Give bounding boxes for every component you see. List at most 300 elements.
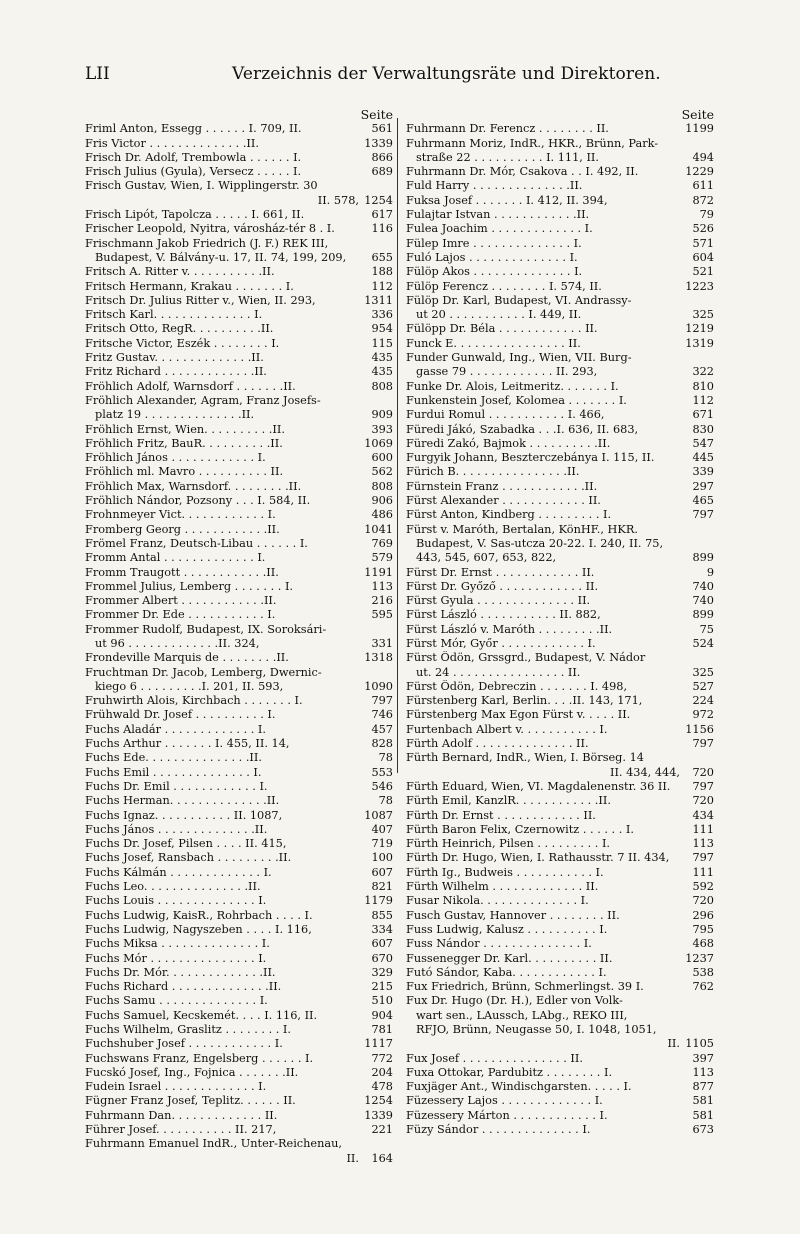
entry-page: 1311: [364, 293, 393, 307]
entry-page: 607: [371, 865, 393, 879]
entry-text: straße 22 . . . . . . . . . . I. 111, II.: [416, 150, 599, 164]
entry-page: 1219: [685, 322, 714, 336]
index-entry: [85, 923, 393, 937]
index-entry: [85, 837, 393, 851]
index-entry-continuation: [85, 251, 393, 265]
entry-text: Frommer Albert . . . . . . . . . . . .II.: [85, 594, 277, 608]
entry-page: 954: [371, 322, 393, 336]
entry-page: 435: [371, 351, 393, 365]
entry-page: 671: [692, 408, 714, 422]
entry-text: Fritsch Dr. Julius Ritter v., Wien, II. 293,: [85, 293, 316, 307]
index-entry: [85, 308, 393, 322]
entry-text: Fuchs Kálmán . . . . . . . . . . . . . I.: [85, 865, 272, 879]
index-entry-continuation: [406, 1023, 714, 1037]
entry-text: Frondeville Marquis de . . . . . . . .II.: [85, 651, 289, 665]
index-entry: [85, 1094, 393, 1108]
index-entry: [406, 222, 714, 236]
entry-text: Furtenbach Albert v. . . . . . . . . . . I.: [406, 722, 608, 736]
entry-text: Fürst Mór, Győr . . . . . . . . . . . . I.: [406, 636, 596, 650]
entry-text: Fuchs Ludwig, KaisR., Rohrbach . . . . I.: [85, 908, 313, 922]
index-entry: [406, 280, 714, 294]
entry-page: 720: [692, 794, 714, 808]
entry-text: Fuchs Arthur . . . . . . . I. 455, II. 14,: [85, 737, 290, 751]
entry-page: 510: [371, 994, 393, 1008]
entry-text: Frisch Lipót, Tapolcza . . . . . I. 661, II.: [85, 208, 305, 222]
entry-text: Fritsche Victor, Eszék . . . . . . . . I.: [85, 336, 280, 350]
entry-text: Fuhrmann Dr. Mór, Csakova . . I. 492, II.: [406, 165, 639, 179]
entry-text: Füzessery Márton . . . . . . . . . . . . I.: [406, 1108, 608, 1122]
index-entry: [406, 1080, 714, 1094]
entry-page: 526: [692, 222, 714, 236]
entry-page: 1339: [364, 1108, 393, 1122]
entry-page: 762: [692, 980, 714, 994]
entry-text: Fürich B. . . . . . . . . . . . . . . .II.: [406, 465, 580, 479]
index-entry: [85, 208, 393, 222]
entry-text: Frommel Julius, Lemberg . . . . . . . I.: [85, 579, 294, 593]
index-entry: [406, 408, 714, 422]
entry-text: Fritsch Otto, RegR. . . . . . . . . .II.: [85, 322, 274, 336]
index-entry: [406, 923, 714, 937]
index-entry: [85, 894, 393, 908]
entry-page: 781: [371, 1023, 393, 1036]
entry-page: 797: [692, 779, 714, 793]
index-entry: [85, 1109, 393, 1123]
index-entry: [85, 1023, 393, 1037]
entry-page: 112: [371, 279, 393, 293]
entry-text: Fülep Imre . . . . . . . . . . . . . . I.: [406, 236, 582, 250]
entry-text: II. 578,: [317, 193, 359, 207]
index-entry: [406, 937, 714, 951]
entry-page: 906: [371, 494, 393, 508]
index-entry: [85, 937, 393, 951]
entry-page: 600: [371, 451, 393, 465]
index-entry: [406, 851, 714, 865]
entry-text: Fuchs Leo. . . . . . . . . . . . . . .II.: [85, 880, 261, 894]
entry-text: Fürst Alexander . . . . . . . . . . . . II.: [406, 494, 601, 508]
entry-page: 79: [699, 208, 714, 222]
index-entry: [406, 1066, 714, 1080]
entry-text: Fröhlich ml. Mavro . . . . . . . . . . II.: [85, 465, 284, 479]
index-entry: [406, 237, 714, 251]
entry-page: 1339: [364, 136, 393, 150]
index-entry: [85, 1052, 393, 1066]
index-entry: [85, 437, 393, 451]
entry-text: Fuhrmann Dan. . . . . . . . . . . . . II.: [85, 1108, 278, 1122]
entry-text: Fuhrmann Dr. Ferencz . . . . . . . . II.: [406, 122, 609, 136]
entry-text: Futó Sándor, Kaba. . . . . . . . . . . . I.: [406, 965, 607, 979]
index-entry: [406, 1123, 714, 1137]
index-entry: [85, 866, 393, 880]
index-entry: [85, 780, 393, 794]
entry-page: 592: [692, 880, 714, 894]
entry-page: 111: [692, 822, 714, 836]
index-entry: [85, 294, 393, 308]
left-entries: [85, 122, 393, 1166]
index-entry: [406, 1052, 714, 1066]
index-entry: [85, 337, 393, 351]
index-entry: [406, 1094, 714, 1108]
entry-text: Fuchs Ede. . . . . . . . . . . . . . .II.: [85, 751, 262, 765]
entry-page: 746: [371, 708, 393, 722]
index-entry: [85, 794, 393, 808]
entry-text: Füzessery Lajos . . . . . . . . . . . . . I.: [406, 1094, 603, 1108]
entry-text: Fuló Lajos . . . . . . . . . . . . . . I.: [406, 250, 578, 264]
entry-page: 334: [371, 922, 393, 936]
entry-page: 478: [371, 1080, 393, 1094]
index-entry: [85, 137, 393, 151]
entry-page: 855: [371, 908, 393, 922]
entry-text: II. 434, 444,: [609, 765, 680, 779]
index-entry: [406, 809, 714, 823]
index-entry: [406, 494, 714, 508]
entry-text: Fux Friedrich, Brünn, Schmerlingst. 39 I.: [406, 980, 644, 994]
entry-page: 797: [692, 508, 714, 522]
entry-text: Fuchs Aladár . . . . . . . . . . . . . I.: [85, 722, 266, 736]
index-entry: [85, 952, 393, 966]
entry-page: 1254: [364, 193, 393, 207]
index-entry: [406, 1109, 714, 1123]
entry-text: Fülöpp Dr. Béla . . . . . . . . . . . . II.: [406, 322, 598, 336]
entry-text: Fröhlich Alexander, Agram, Franz Josefs-: [85, 393, 321, 407]
index-entry: [85, 766, 393, 780]
entry-text: Fulajtar Istvan . . . . . . . . . . . .II.: [406, 208, 590, 222]
entry-text: Fuchs Dr. Mór. . . . . . . . . . . . . .II.: [85, 965, 276, 979]
entry-text: Fuxjäger Ant., Windischgarsten. . . . . I.: [406, 1080, 632, 1094]
index-entry: [406, 580, 714, 594]
entry-text: Fudein Israel . . . . . . . . . . . . . I.: [85, 1080, 267, 1094]
entry-text: Fuss Nándor . . . . . . . . . . . . . . I.: [406, 937, 592, 951]
entry-page: 562: [371, 465, 393, 479]
entry-text: Fruhwirth Alois, Kirchbach . . . . . . . I.: [85, 694, 303, 708]
entry-text: Füzy Sándor . . . . . . . . . . . . . . I.: [406, 1123, 591, 1137]
entry-text: Frühwald Dr. Josef . . . . . . . . . . I.: [85, 708, 276, 722]
entry-page: 769: [371, 536, 393, 550]
entry-page: 1090: [364, 679, 393, 693]
index-entry: [406, 437, 714, 451]
index-entry: [406, 608, 714, 622]
entry-page: 116: [371, 222, 393, 236]
entry-text: Fürth Wilhelm . . . . . . . . . . . . . II.: [406, 880, 599, 894]
entry-page: 579: [371, 551, 393, 565]
right-entries: [406, 122, 714, 1137]
entry-page: 336: [371, 308, 393, 322]
entry-text: Fröhlich Adolf, Warnsdorf . . . . . . .II.: [85, 379, 296, 393]
entry-text: Funke Dr. Alois, Leitmeritz. . . . . . . I.: [406, 379, 619, 393]
entry-page: 899: [692, 551, 714, 565]
entry-page: 215: [371, 980, 393, 994]
index-entry: [85, 1137, 393, 1151]
index-entry: [85, 494, 393, 508]
entry-text: Fuchs Miksa . . . . . . . . . . . . . . I.: [85, 937, 270, 951]
entry-page: 331: [371, 636, 393, 650]
index-entry: [406, 952, 714, 966]
index-entry: [406, 566, 714, 580]
entry-page: 740: [692, 579, 714, 593]
entry-text: Frömel Franz, Deutsch-Libau . . . . . . I.: [85, 536, 308, 550]
entry-text: Fuchs Herman. . . . . . . . . . . . . .II.: [85, 794, 280, 808]
entry-text: Fusch Gustav, Hannover . . . . . . . . II.: [406, 908, 620, 922]
entry-text: Fuxa Ottokar, Pardubitz . . . . . . . . I.: [406, 1065, 613, 1079]
entry-page: 904: [371, 1008, 393, 1022]
index-entry: [85, 723, 393, 737]
entry-page: 113: [692, 837, 714, 851]
entry-page: 689: [371, 165, 393, 179]
entry-text: Fritsch Karl. . . . . . . . . . . . . . I.: [85, 308, 263, 322]
entry-text: Fuchs Emil . . . . . . . . . . . . . . I.: [85, 765, 262, 779]
entry-page: 899: [692, 608, 714, 622]
entry-text: Fülöp Dr. Karl, Budapest, VI. Andrassy-: [406, 293, 632, 307]
entry-text: Frischer Leopold, Nyitra, városház-tér 8 . I.: [85, 222, 335, 236]
entry-page: 445: [692, 451, 714, 465]
entry-page: 797: [371, 694, 393, 708]
entry-page: 1179: [364, 894, 393, 908]
index-entry: [406, 894, 714, 908]
entry-page: 546: [371, 779, 393, 793]
entry-page: 1254: [364, 1094, 393, 1108]
entry-page: 795: [692, 922, 714, 936]
entry-text: Fülöp Akos . . . . . . . . . . . . . . I.: [406, 265, 583, 279]
entry-text: Fürth Heinrich, Pilsen . . . . . . . . . I.: [406, 837, 611, 851]
index-entry: [85, 537, 393, 551]
entry-page: 322: [692, 365, 714, 379]
index-entry: [85, 423, 393, 437]
index-entry: [406, 208, 714, 222]
entry-page: 673: [692, 1123, 714, 1137]
index-entry: [85, 1080, 393, 1094]
index-entry-continuation: [85, 408, 393, 422]
entry-text: Fucskó Josef, Ing., Fojnica . . . . . . .II.: [85, 1065, 299, 1079]
entry-text: Fuchs János . . . . . . . . . . . . . .II.: [85, 822, 268, 836]
entry-page: 866: [371, 150, 393, 164]
entry-page: 830: [692, 422, 714, 436]
index-entry: [406, 137, 714, 151]
entry-page: 772: [371, 1051, 393, 1065]
index-entry: [85, 566, 393, 580]
index-entry: [406, 780, 714, 794]
column-divider: [397, 118, 398, 773]
entry-text: gasse 79 . . . . . . . . . . . . II. 293,: [416, 365, 598, 379]
index-entry: [406, 980, 714, 994]
entry-page: 111: [692, 865, 714, 879]
entry-text: Funder Gunwald, Ing., Wien, VII. Burg-: [406, 351, 632, 365]
entry-page: 810: [692, 379, 714, 393]
entry-text: Fürth Baron Felix, Czernowitz . . . . . . I.: [406, 822, 634, 836]
entry-page: 617: [371, 208, 393, 222]
index-entry: [85, 1066, 393, 1080]
entry-page: 719: [371, 837, 393, 851]
index-entry: [406, 523, 714, 537]
index-entry: [85, 851, 393, 865]
index-entry: [406, 680, 714, 694]
entry-page: 1156: [685, 722, 714, 736]
entry-page: 595: [371, 608, 393, 622]
entry-page: 78: [378, 794, 393, 808]
entry-text: Furdui Romul . . . . . . . . . . . I. 466,: [406, 408, 605, 422]
index-entry: [85, 551, 393, 565]
index-entry: [85, 165, 393, 179]
index-entry: [406, 866, 714, 880]
index-entry-continuation: [406, 151, 714, 165]
entry-text: Fromm Antal . . . . . . . . . . . . . I.: [85, 551, 266, 565]
index-entry: [406, 122, 714, 136]
entry-page: 115: [371, 336, 393, 350]
entry-text: Fürst Dr. Ernst . . . . . . . . . . . . II.: [406, 565, 595, 579]
entry-page: 797: [692, 851, 714, 865]
index-entry: [406, 251, 714, 265]
entry-text: Budapest, V. Sas-utcza 20-22. I. 240, II. 75,: [416, 536, 664, 550]
index-entry: [406, 294, 714, 308]
index-entry: [85, 380, 393, 394]
entry-page: 325: [692, 308, 714, 322]
index-entry: [406, 165, 714, 179]
index-entry: [406, 351, 714, 365]
entry-page: 561: [371, 122, 393, 136]
entry-text: Frisch Gustav, Wien, I. Wipplingerstr. 30: [85, 179, 318, 193]
entry-text: Fuhrmann Emanuel IndR., Unter-Reichenau,: [85, 1137, 342, 1151]
index-entry: [85, 465, 393, 479]
entry-page: 393: [371, 422, 393, 436]
index-entry: [406, 423, 714, 437]
entry-text: Fuchs Dr. Emil . . . . . . . . . . . . I.: [85, 779, 268, 793]
entry-text: Fuchs Richard . . . . . . . . . . . . . .II.: [85, 980, 282, 994]
entry-text: Funck E. . . . . . . . . . . . . . . . II.: [406, 336, 581, 350]
index-entry: [406, 337, 714, 351]
index-entry: [406, 708, 714, 722]
index-entry: [406, 465, 714, 479]
index-entry: [85, 737, 393, 751]
entry-text: Fröhlich János . . . . . . . . . . . . I.: [85, 451, 266, 465]
entry-page: 164: [371, 1151, 393, 1165]
entry-page: 9: [706, 565, 714, 579]
entry-text: wart sen., LAussch, LAbg., REKO III,: [416, 1008, 628, 1022]
entry-page: 188: [371, 265, 393, 279]
index-entry: [406, 394, 714, 408]
index-entry: [406, 480, 714, 494]
index-entry: [85, 480, 393, 494]
entry-text: Fröhlich Nándor, Pozsony . . . I. 584, II.: [85, 494, 311, 508]
entry-page: 828: [371, 737, 393, 751]
entry-text: Fürth Bernard, IndR., Wien, I. Börseg. 14: [406, 751, 644, 765]
entry-text: Fürth Dr. Hugo, Wien, I. Rathausstr. 7 II. 434,: [406, 851, 670, 865]
index-entry: [85, 1037, 393, 1051]
entry-text: Funkenstein Josef, Kolomea . . . . . . . I.: [406, 393, 627, 407]
index-entry: [85, 1009, 393, 1023]
entry-page: 216: [371, 594, 393, 608]
entry-text: Fürst Anton, Kindberg . . . . . . . . . I.: [406, 508, 612, 522]
entry-page: 1229: [685, 165, 714, 179]
index-entry: [85, 980, 393, 994]
index-entry-continuation: [85, 1152, 393, 1166]
entry-page: 607: [371, 937, 393, 951]
entry-page: 797: [692, 737, 714, 751]
index-entry: [85, 623, 393, 637]
entry-text: Fürth Adolf . . . . . . . . . . . . . . II.: [406, 737, 589, 751]
entry-text: II.: [667, 1037, 680, 1051]
entry-text: Fürth Dr. Ernst . . . . . . . . . . . . II.: [406, 808, 596, 822]
entry-text: Fuchs Ludwig, Nagyszeben . . . . I. 116,: [85, 922, 312, 936]
index-entry-continuation: [406, 766, 714, 780]
entry-text: Fuchs Mór . . . . . . . . . . . . . . . I.: [85, 951, 267, 965]
index-entry: [85, 708, 393, 722]
entry-text: Fürth Emil, KanzlR. . . . . . . . . . . .II.: [406, 794, 611, 808]
entry-page: 720: [692, 894, 714, 908]
entry-page: 1069: [364, 436, 393, 450]
entry-page: 655: [371, 250, 393, 264]
entry-text: Fulea Joachim . . . . . . . . . . . . . I.: [406, 222, 593, 236]
page-number: LII: [85, 64, 110, 84]
index-entry: [85, 151, 393, 165]
entry-text: Fröhlich Fritz, BauR. . . . . . . . . .II.: [85, 436, 283, 450]
index-entry: [406, 794, 714, 808]
index-entry: [406, 637, 714, 651]
index-entry: [85, 451, 393, 465]
entry-page: 972: [692, 708, 714, 722]
entry-page: 1319: [685, 336, 714, 350]
index-entry: [406, 594, 714, 608]
entry-text: Frisch Dr. Adolf, Trembowla . . . . . . I.: [85, 150, 302, 164]
index-entry: [406, 751, 714, 765]
entry-text: ut 20 . . . . . . . . . . . I. 449, II.: [416, 308, 582, 322]
index-entry: [85, 322, 393, 336]
entry-page: 457: [371, 722, 393, 736]
index-entry: [406, 194, 714, 208]
entry-text: Fux Josef . . . . . . . . . . . . . . . II.: [406, 1051, 583, 1065]
entry-page: 297: [692, 479, 714, 493]
index-entry: [85, 809, 393, 823]
entry-text: Fuchs Samuel, Kecskemét. . . . I. 116, II.: [85, 1008, 318, 1022]
entry-page: 581: [692, 1108, 714, 1122]
entry-page: 434: [692, 808, 714, 822]
index-entry-continuation: [406, 537, 714, 551]
entry-text: Fügner Franz Josef, Teplitz. . . . . . II.: [85, 1094, 296, 1108]
entry-text: Fürstenberg Max Egon Fürst v. . . . . II.: [406, 708, 631, 722]
seite-heading-right: Seite: [681, 107, 714, 122]
entry-text: Fuchs Wilhelm, Graslitz . . . . . . . . I.: [85, 1023, 291, 1036]
entry-page: 325: [692, 665, 714, 679]
entry-page: 877: [692, 1080, 714, 1094]
index-entry: [85, 580, 393, 594]
entry-page: 468: [692, 937, 714, 951]
index-entry: [85, 909, 393, 923]
entry-page: 604: [692, 250, 714, 264]
entry-page: 112: [692, 393, 714, 407]
entry-page: 1041: [364, 522, 393, 536]
index-entry: [406, 723, 714, 737]
entry-page: 1191: [364, 565, 393, 579]
entry-text: Füredi Zakó, Bajmok . . . . . . . . . .II.: [406, 436, 611, 450]
entry-text: Frischmann Jakob Friedrich (J. F.) REK III,: [85, 236, 329, 250]
index-entry: [406, 823, 714, 837]
index-entry: [85, 394, 393, 408]
entry-page: 204: [371, 1065, 393, 1079]
entry-text: Fromm Traugott . . . . . . . . . . . .II.: [85, 565, 279, 579]
index-entry: [406, 179, 714, 193]
entry-text: Fürth Ig., Budweis . . . . . . . . . . . I.: [406, 865, 604, 879]
entry-text: Furgyik Johann, Beszterczebánya I. 115, II.: [406, 451, 655, 465]
index-entry: [85, 365, 393, 379]
right-column: [406, 108, 714, 1137]
index-entry-continuation: [406, 551, 714, 565]
entry-page: 486: [371, 508, 393, 522]
entry-page: 808: [371, 379, 393, 393]
index-entry-continuation: [406, 1009, 714, 1023]
index-entry: [85, 651, 393, 665]
entry-page: 611: [692, 179, 714, 193]
index-entry: [406, 508, 714, 522]
index-entry-continuation: [85, 637, 393, 651]
index-entry-continuation: [406, 365, 714, 379]
entry-page: 720: [692, 765, 714, 779]
